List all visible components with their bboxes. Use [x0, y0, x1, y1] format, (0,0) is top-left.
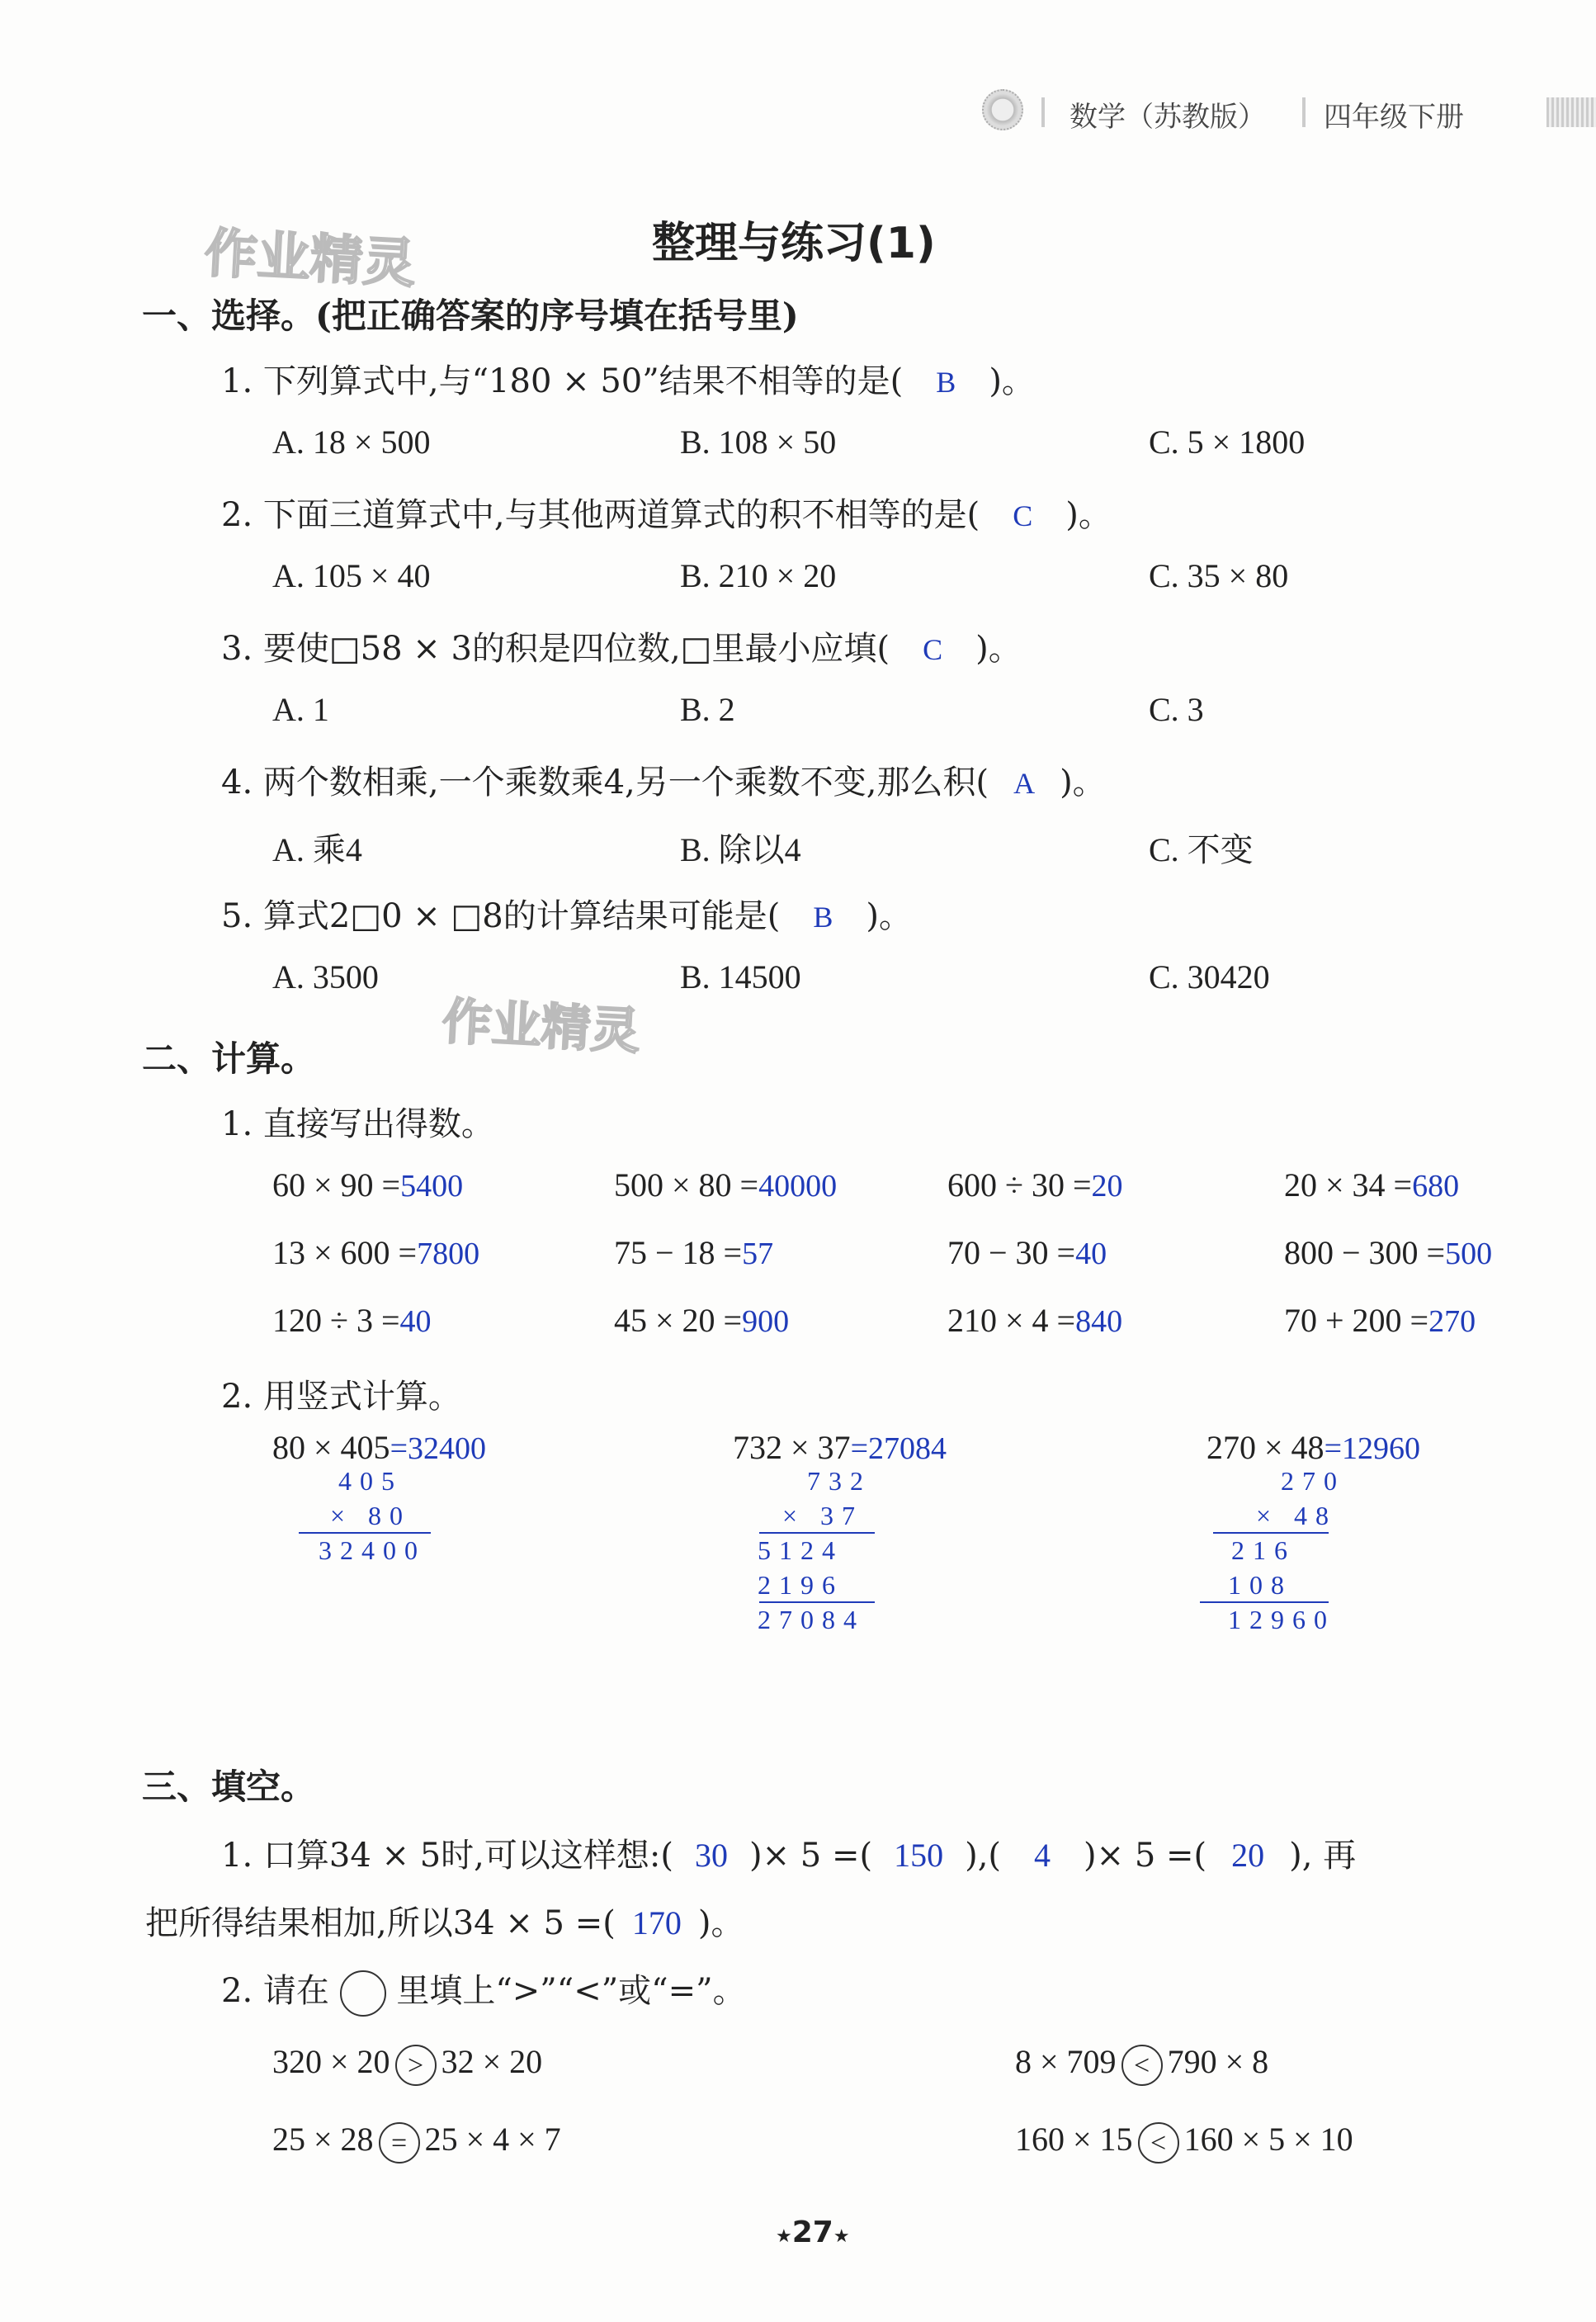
vertical-line: 27084 [758, 1605, 865, 1634]
option-c: C. 5 × 1800 [1149, 423, 1306, 461]
vertical-line: 108 [1228, 1570, 1292, 1600]
q1-answer-3: 4 [1034, 1837, 1051, 1874]
oral-answer: 40 [399, 1304, 432, 1339]
comparison-sign-circle: = [379, 2122, 420, 2164]
header-subject: 数学（苏教版） [1070, 101, 1266, 134]
option-a: A. 18 × 500 [272, 423, 431, 461]
comparison-item [1015, 2120, 1353, 2164]
option-c: C. 3 [1149, 691, 1204, 728]
question-5 [221, 890, 912, 937]
section1-heading: 一、选择。(把正确答案的序号填在括号里) [142, 296, 799, 336]
vertical-problem-3 [1206, 1428, 1420, 1467]
comparison-right: 32 × 20 [441, 2043, 543, 2080]
vertical-line: 5124 [758, 1535, 843, 1565]
question-tail: )。 [1065, 496, 1112, 534]
oral-calc-item [1284, 1301, 1476, 1340]
vertical-rule-line [299, 1532, 431, 1534]
question-tail: )。 [975, 630, 1022, 668]
section3-q2 [221, 1965, 746, 2017]
q1-text-g: )。 [697, 1904, 744, 1942]
oral-answer: 40000 [758, 1169, 838, 1204]
vertical-result: =32400 [390, 1431, 486, 1466]
oral-calc-item [272, 1166, 463, 1204]
oral-expression: 600 ÷ 30 = [947, 1166, 1092, 1204]
question-2 [221, 489, 1112, 536]
option-a: A. 3500 [272, 958, 379, 995]
option-b: B. 108 × 50 [680, 423, 837, 461]
question-answer: C [923, 633, 943, 666]
vertical-line: × 80 [330, 1501, 412, 1530]
header-grade: 四年级下册 [1324, 101, 1464, 134]
page-number-text: 27 [791, 2216, 833, 2249]
vertical-result: =27084 [850, 1431, 947, 1466]
oral-calc-item [947, 1301, 1122, 1340]
section2-heading: 二、计算。 [142, 1038, 316, 1079]
star-icon-right: ★ [833, 2226, 850, 2247]
vertical-problem-2 [733, 1428, 947, 1467]
q1-text-b: )× 5 =( [748, 1837, 873, 1875]
blank-circle-icon [340, 1970, 386, 2017]
q1-answer-4: 20 [1231, 1837, 1265, 1874]
q1-answer-1: 30 [694, 1837, 728, 1874]
comparison-right: 25 × 4 × 7 [424, 2121, 561, 2158]
q1-text-f: 把所得结果相加,所以34 × 5 =( [145, 1904, 616, 1942]
comparison-left: 320 × 20 [272, 2043, 390, 2080]
section3-q1-line2 [145, 1897, 744, 1944]
question-3 [221, 622, 1022, 669]
oral-expression: 20 × 34 = [1284, 1166, 1413, 1204]
oral-answer: 500 [1445, 1237, 1493, 1271]
oral-expression: 120 ÷ 3 = [272, 1302, 400, 1339]
oral-calc-item [614, 1233, 773, 1272]
oral-calc-item [272, 1301, 432, 1340]
oral-expression: 500 × 80 = [614, 1166, 759, 1204]
comparison-left: 8 × 709 [1015, 2043, 1117, 2080]
option-a: A. 乘4 [272, 831, 362, 868]
q1-answer-5: 170 [631, 1904, 682, 1941]
oral-calc-item [947, 1233, 1107, 1272]
question-tail: )。 [866, 897, 912, 935]
oral-calc-item [947, 1166, 1123, 1204]
section2-part1-label: 1. 直接写出得数。 [221, 1105, 494, 1143]
vertical-result: =12960 [1324, 1431, 1420, 1466]
question-answer: A [1013, 767, 1036, 800]
q1-text-e: ), 再 [1289, 1837, 1357, 1875]
question-answer: C [1013, 499, 1033, 532]
oral-calc-item [1284, 1166, 1459, 1204]
oral-calc-item [614, 1301, 789, 1340]
q1-text-a: 1. 口算34 × 5时,可以这样想:( [221, 1837, 673, 1875]
vertical-rule-line [759, 1601, 875, 1603]
question-tail: )。 [989, 362, 1035, 400]
oral-answer: 7800 [417, 1237, 480, 1271]
question-text: 5. 算式2□0 × □8的计算结果可能是( [221, 897, 781, 935]
oral-expression: 70 + 200 = [1284, 1302, 1429, 1339]
header-divider [1041, 97, 1045, 127]
option-b: B. 除以4 [680, 831, 801, 868]
oral-answer: 840 [1075, 1304, 1123, 1339]
question-text: 3. 要使□58 × 3的积是四位数,□里最小应填( [221, 630, 890, 668]
question-answer: B [813, 901, 833, 934]
oral-answer: 270 [1428, 1304, 1476, 1339]
question-text: 2. 下面三道算式中,与其他两道算式的积不相等的是( [221, 496, 980, 534]
oral-calc-item [272, 1233, 479, 1272]
question-text: 4. 两个数相乘,一个乘数乘4,另一个乘数不变,那么积( [221, 764, 989, 802]
q2-text-pre: 2. 请在 [221, 1972, 329, 2010]
oral-expression: 45 × 20 = [614, 1302, 743, 1339]
vertical-problem-1 [272, 1428, 486, 1467]
comparison-item [272, 2042, 542, 2086]
oral-expression: 210 × 4 = [947, 1302, 1076, 1339]
vertical-expression: 270 × 48 [1206, 1429, 1324, 1466]
section2-part2-label: 2. 用竖式计算。 [221, 1378, 461, 1416]
oral-answer: 57 [742, 1237, 774, 1271]
comparison-left: 160 × 15 [1015, 2121, 1133, 2158]
header-sun-icon [982, 89, 1023, 130]
option-c: C. 不变 [1149, 831, 1254, 868]
option-c: C. 35 × 80 [1149, 557, 1289, 594]
oral-expression: 13 × 600 = [272, 1234, 418, 1271]
oral-expression: 75 − 18 = [614, 1234, 743, 1271]
option-b: B. 14500 [680, 958, 801, 995]
comparison-right: 160 × 5 × 10 [1183, 2121, 1353, 2158]
comparison-sign-circle: > [395, 2045, 437, 2086]
vertical-line: 405 [338, 1466, 403, 1496]
vertical-line: 32400 [319, 1535, 426, 1565]
section3-heading: 三、填空。 [142, 1766, 316, 1807]
option-a: A. 105 × 40 [272, 557, 431, 594]
oral-expression: 800 − 300 = [1284, 1234, 1446, 1271]
vertical-rule-line [759, 1532, 875, 1534]
section3-q1-line1 [221, 1829, 1356, 1876]
oral-answer: 5400 [400, 1169, 464, 1204]
watermark-top: 作业精灵 [202, 222, 418, 296]
vertical-line: 732 [807, 1466, 871, 1496]
q1-text-d: )× 5 =( [1084, 1837, 1207, 1875]
oral-answer: 20 [1091, 1169, 1123, 1204]
vertical-rule-line [1200, 1601, 1329, 1603]
comparison-item [1015, 2042, 1268, 2086]
vertical-line: 2196 [758, 1570, 843, 1600]
oral-answer: 40 [1075, 1237, 1107, 1271]
comparison-sign-circle: < [1138, 2122, 1179, 2164]
comparison-item [272, 2120, 561, 2164]
option-c: C. 30420 [1149, 958, 1270, 995]
q1-text-c: ),( [965, 1837, 1002, 1875]
vertical-line: 270 [1281, 1466, 1345, 1496]
option-a: A. 1 [272, 691, 329, 728]
vertical-rule-line [1213, 1532, 1329, 1534]
q2-text-post: 里填上“>”“<”或“=”。 [396, 1972, 746, 2010]
header-divider-2 [1302, 97, 1306, 127]
question-1 [221, 355, 1035, 402]
oral-expression: 60 × 90 = [272, 1166, 401, 1204]
question-4 [221, 756, 1106, 803]
option-b: B. 2 [680, 691, 735, 728]
oral-answer: 680 [1412, 1169, 1460, 1204]
star-icon-left: ★ [776, 2226, 792, 2247]
page-number [776, 2216, 850, 2249]
comparison-left: 25 × 28 [272, 2121, 374, 2158]
option-b: B. 210 × 20 [680, 557, 837, 594]
q1-answer-2: 150 [894, 1837, 944, 1874]
vertical-expression: 80 × 405 [272, 1429, 390, 1466]
oral-answer: 900 [742, 1304, 790, 1339]
vertical-line: 216 [1231, 1535, 1296, 1565]
comparison-right: 790 × 8 [1167, 2043, 1269, 2080]
header-stripe [1546, 97, 1596, 127]
vertical-line: 12960 [1228, 1605, 1335, 1634]
watermark-middle: 作业精灵 [441, 992, 642, 1062]
question-tail: )。 [1060, 764, 1106, 802]
vertical-line: × 48 [1256, 1501, 1338, 1530]
page-title: 整理与练习(1) [652, 219, 936, 268]
question-answer: B [936, 366, 956, 399]
comparison-sign-circle: < [1121, 2045, 1163, 2086]
question-text: 1. 下列算式中,与“180 × 50”结果不相等的是( [221, 362, 904, 400]
vertical-line: × 37 [782, 1501, 864, 1530]
vertical-expression: 732 × 37 [733, 1429, 851, 1466]
oral-expression: 70 − 30 = [947, 1234, 1076, 1271]
oral-calc-item [1284, 1233, 1492, 1272]
oral-calc-item [614, 1166, 837, 1204]
